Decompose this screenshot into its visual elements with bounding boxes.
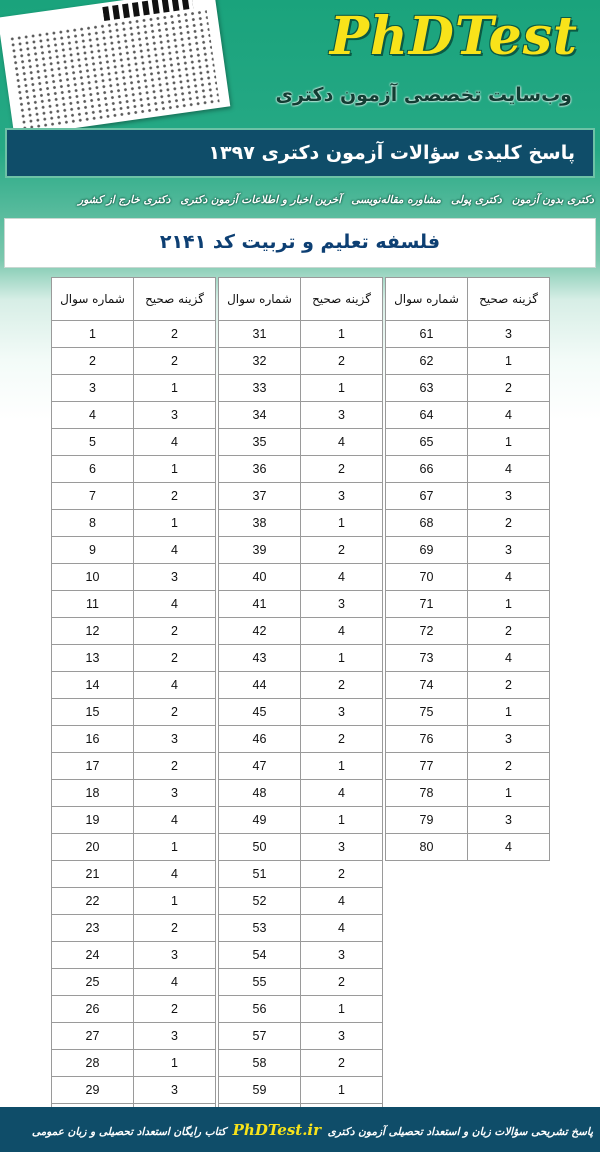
question-number: 34 xyxy=(219,402,301,429)
question-number: 3 xyxy=(52,375,134,402)
table-row xyxy=(52,672,216,699)
question-number: 24 xyxy=(52,942,134,969)
question-number: 79 xyxy=(386,807,468,834)
table-row xyxy=(386,510,550,537)
table-row xyxy=(219,1050,383,1077)
footer-bar xyxy=(0,1107,600,1152)
question-number: 32 xyxy=(219,348,301,375)
site-header xyxy=(0,0,600,125)
table-row xyxy=(219,834,383,861)
correct-option: 1 xyxy=(468,348,550,375)
table-row xyxy=(219,321,383,348)
table-row xyxy=(52,915,216,942)
question-number: 26 xyxy=(52,996,134,1023)
correct-option: 1 xyxy=(301,996,383,1023)
table-row xyxy=(386,564,550,591)
correct-option: 4 xyxy=(468,645,550,672)
table-row xyxy=(386,618,550,645)
correct-option: 2 xyxy=(134,996,216,1023)
table-row xyxy=(386,537,550,564)
table-row xyxy=(52,942,216,969)
question-number: 33 xyxy=(219,375,301,402)
question-number: 37 xyxy=(219,483,301,510)
correct-option: 1 xyxy=(468,591,550,618)
correct-option: 1 xyxy=(134,456,216,483)
question-number: 54 xyxy=(219,942,301,969)
correct-option: 3 xyxy=(468,537,550,564)
table-row xyxy=(219,672,383,699)
question-number: 80 xyxy=(386,834,468,861)
table-row xyxy=(219,780,383,807)
question-number: 59 xyxy=(219,1077,301,1104)
table-row xyxy=(52,348,216,375)
correct-option: 2 xyxy=(134,645,216,672)
correct-option: 2 xyxy=(134,699,216,726)
question-number: 62 xyxy=(386,348,468,375)
table-row xyxy=(219,564,383,591)
correct-option: 1 xyxy=(134,1050,216,1077)
question-number: 2 xyxy=(52,348,134,375)
table-row xyxy=(386,645,550,672)
table-row xyxy=(219,1023,383,1050)
table-row xyxy=(52,321,216,348)
correct-option: 2 xyxy=(468,618,550,645)
question-number: 21 xyxy=(52,861,134,888)
question-number: 28 xyxy=(52,1050,134,1077)
question-number: 46 xyxy=(219,726,301,753)
question-number: 7 xyxy=(52,483,134,510)
question-number: 51 xyxy=(219,861,301,888)
table-row xyxy=(52,996,216,1023)
correct-option: 3 xyxy=(134,942,216,969)
table-row xyxy=(219,375,383,402)
correct-option: 3 xyxy=(468,321,550,348)
question-number: 75 xyxy=(386,699,468,726)
question-number: 68 xyxy=(386,510,468,537)
table-row xyxy=(52,780,216,807)
correct-option: 4 xyxy=(468,402,550,429)
header-question: شماره سوال xyxy=(52,278,134,321)
correct-option: 4 xyxy=(301,564,383,591)
correct-option: 4 xyxy=(134,861,216,888)
correct-option: 4 xyxy=(301,915,383,942)
correct-option: 3 xyxy=(301,1023,383,1050)
table-row xyxy=(52,807,216,834)
table-row xyxy=(219,699,383,726)
correct-option: 2 xyxy=(134,321,216,348)
table-row xyxy=(52,834,216,861)
question-number: 10 xyxy=(52,564,134,591)
correct-option: 2 xyxy=(134,483,216,510)
question-number: 47 xyxy=(219,753,301,780)
correct-option: 1 xyxy=(301,1077,383,1104)
correct-option: 4 xyxy=(134,429,216,456)
table-row xyxy=(52,1023,216,1050)
table-row xyxy=(219,618,383,645)
question-number: 57 xyxy=(219,1023,301,1050)
correct-option: 2 xyxy=(468,753,550,780)
table-row xyxy=(52,402,216,429)
table-row xyxy=(52,753,216,780)
table-row xyxy=(219,510,383,537)
correct-option: 3 xyxy=(301,942,383,969)
header-question: شماره سوال xyxy=(219,278,301,321)
correct-option: 3 xyxy=(301,699,383,726)
correct-option: 2 xyxy=(134,618,216,645)
correct-option: 3 xyxy=(468,726,550,753)
table-row xyxy=(52,429,216,456)
question-number: 17 xyxy=(52,753,134,780)
table-row xyxy=(52,861,216,888)
question-number: 77 xyxy=(386,753,468,780)
answer-sheet-image xyxy=(0,0,230,137)
correct-option: 2 xyxy=(468,672,550,699)
correct-option: 3 xyxy=(134,780,216,807)
subject-title: فلسفه تعلیم و تربیت کد ۲۱۴۱ xyxy=(159,231,441,253)
correct-option: 4 xyxy=(301,888,383,915)
site-logo[interactable]: PhDTest xyxy=(329,6,578,67)
correct-option: 1 xyxy=(301,645,383,672)
correct-option: 4 xyxy=(134,591,216,618)
question-number: 76 xyxy=(386,726,468,753)
table-row xyxy=(219,915,383,942)
table-row xyxy=(52,618,216,645)
correct-option: 3 xyxy=(301,402,383,429)
correct-option: 3 xyxy=(468,483,550,510)
question-number: 55 xyxy=(219,969,301,996)
table-row xyxy=(219,348,383,375)
table-row xyxy=(52,537,216,564)
question-number: 23 xyxy=(52,915,134,942)
footer-brand[interactable]: PhDTest.ir xyxy=(232,1121,322,1139)
question-number: 70 xyxy=(386,564,468,591)
nav-item-1[interactable]: دکتری بدون آزمون xyxy=(511,194,594,206)
correct-option: 2 xyxy=(301,348,383,375)
question-number: 78 xyxy=(386,780,468,807)
question-number: 61 xyxy=(386,321,468,348)
question-number: 35 xyxy=(219,429,301,456)
table-row xyxy=(219,591,383,618)
table-row xyxy=(219,996,383,1023)
question-number: 45 xyxy=(219,699,301,726)
question-number: 69 xyxy=(386,537,468,564)
correct-option: 4 xyxy=(134,807,216,834)
table-row xyxy=(52,969,216,996)
table-row xyxy=(52,726,216,753)
table-row xyxy=(386,780,550,807)
correct-option: 2 xyxy=(301,456,383,483)
correct-option: 4 xyxy=(301,780,383,807)
table-row xyxy=(219,942,383,969)
correct-option: 2 xyxy=(134,348,216,375)
correct-option: 1 xyxy=(301,375,383,402)
correct-option: 2 xyxy=(301,1050,383,1077)
question-number: 1 xyxy=(52,321,134,348)
correct-option: 2 xyxy=(301,969,383,996)
nav-links xyxy=(0,186,600,214)
question-number: 19 xyxy=(52,807,134,834)
correct-option: 4 xyxy=(468,834,550,861)
table-row xyxy=(52,1050,216,1077)
correct-option: 1 xyxy=(301,753,383,780)
correct-option: 3 xyxy=(301,483,383,510)
nav-item-5[interactable]: دکتری خارج از کشور xyxy=(78,194,171,206)
answer-table-3 xyxy=(385,277,550,861)
question-number: 52 xyxy=(219,888,301,915)
correct-option: 4 xyxy=(301,618,383,645)
question-number: 44 xyxy=(219,672,301,699)
header-question: شماره سوال xyxy=(386,278,468,321)
question-number: 74 xyxy=(386,672,468,699)
table-row xyxy=(219,753,383,780)
correct-option: 1 xyxy=(468,780,550,807)
table-row xyxy=(219,483,383,510)
footer-text xyxy=(32,1121,593,1139)
table-row xyxy=(52,699,216,726)
correct-option: 4 xyxy=(134,969,216,996)
question-number: 71 xyxy=(386,591,468,618)
correct-option: 2 xyxy=(301,726,383,753)
nav-item-2[interactable]: دکتری پولی xyxy=(451,194,502,206)
question-number: 25 xyxy=(52,969,134,996)
correct-option: 1 xyxy=(468,429,550,456)
correct-option: 4 xyxy=(301,429,383,456)
table-row xyxy=(219,537,383,564)
table-row xyxy=(219,1077,383,1104)
table-row xyxy=(52,888,216,915)
table-row xyxy=(52,375,216,402)
question-number: 27 xyxy=(52,1023,134,1050)
site-subtitle: وب‌سایت تخصصی آزمون دکتری xyxy=(275,84,572,106)
correct-option: 3 xyxy=(468,807,550,834)
correct-option: 3 xyxy=(134,726,216,753)
nav-item-3[interactable]: مشاوره مقاله‌نویسی xyxy=(351,194,442,206)
table-row xyxy=(386,672,550,699)
table-row xyxy=(386,402,550,429)
table-row xyxy=(386,834,550,861)
table-row xyxy=(52,510,216,537)
table-row xyxy=(386,429,550,456)
question-number: 22 xyxy=(52,888,134,915)
correct-option: 2 xyxy=(301,537,383,564)
question-number: 36 xyxy=(219,456,301,483)
table-row xyxy=(52,1077,216,1104)
table-row xyxy=(219,456,383,483)
correct-option: 2 xyxy=(468,375,550,402)
question-number: 15 xyxy=(52,699,134,726)
correct-option: 3 xyxy=(134,564,216,591)
table-row xyxy=(52,483,216,510)
question-number: 67 xyxy=(386,483,468,510)
table-row xyxy=(219,969,383,996)
title-banner xyxy=(5,128,595,178)
correct-option: 1 xyxy=(301,807,383,834)
question-number: 48 xyxy=(219,780,301,807)
question-number: 18 xyxy=(52,780,134,807)
question-number: 29 xyxy=(52,1077,134,1104)
table-row xyxy=(386,591,550,618)
question-number: 66 xyxy=(386,456,468,483)
table-row xyxy=(219,807,383,834)
correct-option: 2 xyxy=(468,510,550,537)
header-answer: گزینه صحیح xyxy=(301,278,383,321)
question-number: 4 xyxy=(52,402,134,429)
header-answer: گزینه صحیح xyxy=(134,278,216,321)
question-number: 9 xyxy=(52,537,134,564)
nav-item-4[interactable]: آخرین اخبار و اطلاعات آزمون دکتری xyxy=(180,194,342,206)
table-row xyxy=(52,591,216,618)
question-number: 53 xyxy=(219,915,301,942)
subject-box xyxy=(4,218,596,268)
table-row xyxy=(52,564,216,591)
correct-option: 4 xyxy=(468,456,550,483)
question-number: 38 xyxy=(219,510,301,537)
correct-option: 1 xyxy=(134,834,216,861)
page-title: پاسخ کلیدی سؤالات آزمون دکتری ۱۳۹۷ xyxy=(208,142,575,164)
correct-option: 1 xyxy=(468,699,550,726)
question-number: 41 xyxy=(219,591,301,618)
table-row xyxy=(386,348,550,375)
correct-option: 2 xyxy=(301,861,383,888)
question-number: 72 xyxy=(386,618,468,645)
question-number: 42 xyxy=(219,618,301,645)
table-row xyxy=(219,402,383,429)
question-number: 39 xyxy=(219,537,301,564)
question-number: 13 xyxy=(52,645,134,672)
header-answer: گزینه صحیح xyxy=(468,278,550,321)
table-row xyxy=(52,645,216,672)
table-row xyxy=(386,483,550,510)
correct-option: 1 xyxy=(134,510,216,537)
footer-text-after[interactable]: کتاب رایگان استعداد تحصیلی و زبان عمومی xyxy=(31,1126,226,1138)
correct-option: 3 xyxy=(134,402,216,429)
question-number: 40 xyxy=(219,564,301,591)
correct-option: 2 xyxy=(301,672,383,699)
correct-option: 1 xyxy=(301,510,383,537)
question-number: 65 xyxy=(386,429,468,456)
table-row xyxy=(386,807,550,834)
question-number: 11 xyxy=(52,591,134,618)
correct-option: 3 xyxy=(134,1023,216,1050)
table-row xyxy=(219,645,383,672)
question-number: 31 xyxy=(219,321,301,348)
correct-option: 4 xyxy=(134,672,216,699)
table-row xyxy=(386,699,550,726)
question-number: 56 xyxy=(219,996,301,1023)
correct-option: 3 xyxy=(301,834,383,861)
correct-option: 1 xyxy=(134,375,216,402)
table-row xyxy=(219,726,383,753)
question-number: 16 xyxy=(52,726,134,753)
correct-option: 2 xyxy=(134,753,216,780)
question-number: 14 xyxy=(52,672,134,699)
question-number: 43 xyxy=(219,645,301,672)
question-number: 8 xyxy=(52,510,134,537)
table-row xyxy=(219,861,383,888)
question-number: 58 xyxy=(219,1050,301,1077)
table-row xyxy=(386,753,550,780)
table-row xyxy=(219,888,383,915)
footer-text-before[interactable]: پاسخ تشریحی سؤالات زبان و استعداد تحصیلی آزمون دکتری xyxy=(327,1126,593,1138)
correct-option: 2 xyxy=(134,915,216,942)
question-number: 12 xyxy=(52,618,134,645)
question-number: 50 xyxy=(219,834,301,861)
answer-table-1 xyxy=(51,277,216,1131)
question-number: 20 xyxy=(52,834,134,861)
question-number: 49 xyxy=(219,807,301,834)
table-row xyxy=(386,726,550,753)
correct-option: 1 xyxy=(301,321,383,348)
question-number: 73 xyxy=(386,645,468,672)
table-row xyxy=(386,321,550,348)
correct-option: 4 xyxy=(134,537,216,564)
question-number: 63 xyxy=(386,375,468,402)
question-number: 64 xyxy=(386,402,468,429)
table-row xyxy=(386,456,550,483)
table-row xyxy=(386,375,550,402)
correct-option: 3 xyxy=(301,591,383,618)
correct-option: 1 xyxy=(134,888,216,915)
table-row xyxy=(52,456,216,483)
correct-option: 3 xyxy=(134,1077,216,1104)
table-row xyxy=(219,429,383,456)
question-number: 6 xyxy=(52,456,134,483)
answer-table-2 xyxy=(218,277,383,1131)
question-number: 5 xyxy=(52,429,134,456)
correct-option: 4 xyxy=(468,564,550,591)
